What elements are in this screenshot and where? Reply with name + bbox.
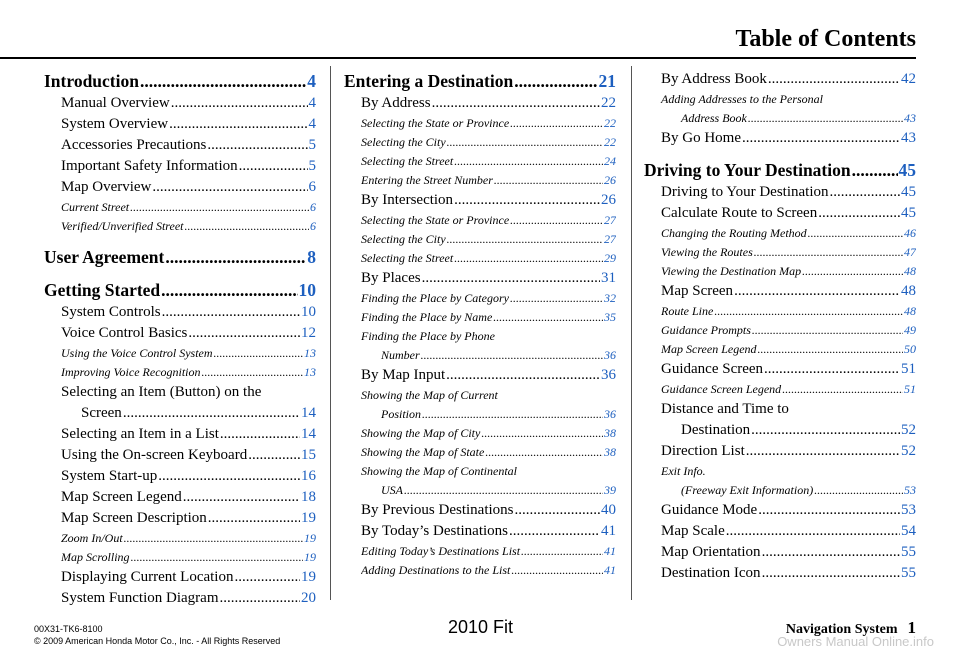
toc-entry[interactable] xyxy=(644,521,916,542)
page-link[interactable]: 45 xyxy=(901,184,916,200)
toc-entry[interactable] xyxy=(44,135,316,156)
dot-leader xyxy=(220,588,301,609)
page-link[interactable]: 14 xyxy=(301,405,316,421)
page-link[interactable]: 49 xyxy=(904,323,916,337)
entry-title: USA xyxy=(381,483,403,497)
dot-leader xyxy=(183,487,300,508)
toc-entry[interactable] xyxy=(644,262,916,281)
page-link[interactable]: 4 xyxy=(308,95,316,111)
dot-leader xyxy=(239,156,308,177)
entry-title: By Map Input xyxy=(361,367,446,383)
entry-title: Direction List xyxy=(661,443,745,459)
page-link[interactable]: 41 xyxy=(601,523,616,539)
dot-leader xyxy=(754,243,903,262)
page-link[interactable]: 43 xyxy=(901,130,916,146)
page-link[interactable]: 55 xyxy=(901,565,916,581)
page-link[interactable]: 42 xyxy=(901,71,916,87)
toc-entry[interactable] xyxy=(344,69,616,93)
page-link[interactable]: 48 xyxy=(901,283,916,299)
toc-entry[interactable] xyxy=(644,281,916,302)
toc-entry[interactable] xyxy=(644,182,916,203)
entry-title: Map Overview xyxy=(61,179,152,195)
dot-leader xyxy=(748,109,903,128)
dot-leader xyxy=(830,182,900,203)
page-link[interactable]: 29 xyxy=(604,251,616,265)
dot-leader xyxy=(493,308,603,327)
entry-title: Guidance Mode xyxy=(661,502,758,518)
dot-leader xyxy=(234,567,300,588)
entry-title: System Start-up xyxy=(61,468,158,484)
toc-entry[interactable] xyxy=(644,462,916,500)
dot-leader xyxy=(521,542,603,561)
page-link[interactable]: 53 xyxy=(904,483,916,497)
entry-title: Map Screen Legend xyxy=(661,342,757,356)
dot-leader xyxy=(422,405,603,424)
dot-leader xyxy=(123,403,300,424)
dot-leader xyxy=(852,158,898,182)
dot-leader xyxy=(752,321,903,340)
page-link[interactable]: 24 xyxy=(604,154,616,168)
entry-title: Guidance Screen Legend xyxy=(661,382,782,396)
page-link[interactable]: 4 xyxy=(308,116,316,132)
entry-title: By Today’s Destinations xyxy=(361,523,509,539)
dot-leader xyxy=(808,224,903,243)
dot-leader xyxy=(510,289,603,308)
dot-leader xyxy=(202,363,303,382)
dot-leader xyxy=(768,69,900,90)
page-link[interactable]: 53 xyxy=(901,502,916,518)
entry-title: By Address xyxy=(361,95,431,111)
entry-title: User Agreement xyxy=(44,247,165,267)
dot-leader xyxy=(485,443,603,462)
header-rule xyxy=(0,57,916,59)
page-link[interactable]: 4 xyxy=(307,71,316,91)
entry-title: Important Safety Information xyxy=(61,158,238,174)
dot-leader xyxy=(422,268,600,289)
dot-leader xyxy=(742,128,900,149)
page-link[interactable]: 35 xyxy=(604,310,616,324)
entry-title: Guidance Screen xyxy=(661,361,764,377)
toc-entry[interactable] xyxy=(44,245,316,269)
toc-entry[interactable] xyxy=(344,133,616,152)
page-link[interactable]: 6 xyxy=(310,219,316,233)
toc-column-2 xyxy=(344,69,616,580)
entry-title: Map Screen Legend xyxy=(61,489,182,505)
page-link[interactable]: 22 xyxy=(604,116,616,130)
toc-entry[interactable] xyxy=(344,268,616,289)
page-link[interactable]: 19 xyxy=(304,531,316,545)
dot-leader xyxy=(214,344,303,363)
copyright-text: © 2009 American Honda Motor Co., Inc. - All Rights Reserved xyxy=(34,636,281,646)
dot-leader xyxy=(751,420,900,441)
page-link[interactable]: 26 xyxy=(604,173,616,187)
toc-entry[interactable] xyxy=(44,114,316,135)
page-link[interactable]: 40 xyxy=(601,502,616,518)
toc-entry[interactable] xyxy=(344,230,616,249)
toc-entry[interactable] xyxy=(644,243,916,262)
entry-title: (Freeway Exit Information) xyxy=(681,483,814,497)
dot-leader xyxy=(510,114,603,133)
page-link[interactable]: 27 xyxy=(604,232,616,246)
entry-title: Zoom In/Out xyxy=(61,531,123,545)
toc-entry[interactable] xyxy=(44,363,316,382)
entry-title: Calculate Route to Screen xyxy=(661,205,818,221)
entry-title: By Previous Destinations xyxy=(361,502,514,518)
entry-title: Guidance Prompts xyxy=(661,323,751,337)
entry-title: Address Book xyxy=(681,111,747,125)
entry-title: Driving to Your Destination xyxy=(644,160,851,180)
entry-title: Exit Info. xyxy=(661,464,706,478)
dot-leader xyxy=(171,93,308,114)
toc-entry[interactable] xyxy=(344,561,616,580)
toc-entry[interactable] xyxy=(344,500,616,521)
toc-entry[interactable] xyxy=(44,323,316,344)
toc-entry[interactable] xyxy=(44,198,316,217)
entry-title: Voice Control Basics xyxy=(61,325,188,341)
toc-entry[interactable] xyxy=(644,158,916,182)
toc-entry[interactable] xyxy=(344,211,616,230)
entry-title: Position xyxy=(381,407,422,421)
page-link[interactable]: 27 xyxy=(604,213,616,227)
entry-title: Map Screen Description xyxy=(61,510,207,526)
page-link[interactable]: 19 xyxy=(304,550,316,564)
section-name: Navigation System xyxy=(785,622,898,637)
toc-entry[interactable] xyxy=(344,424,616,443)
dot-leader xyxy=(140,69,306,93)
entry-title: Manual Overview xyxy=(61,95,170,111)
toc-entry[interactable] xyxy=(344,249,616,268)
toc-entry[interactable] xyxy=(44,177,316,198)
page-link[interactable]: 15 xyxy=(301,447,316,463)
dot-leader xyxy=(802,262,903,281)
entry-title: Map Screen xyxy=(661,283,734,299)
entry-title: Accessories Precautions xyxy=(61,137,207,153)
entry-title: Selecting an Item in a List xyxy=(61,426,219,442)
page-link[interactable]: 48 xyxy=(904,264,916,278)
dot-leader xyxy=(454,152,603,171)
page-link[interactable]: 41 xyxy=(604,563,616,577)
page-link[interactable]: 38 xyxy=(604,445,616,459)
dot-leader xyxy=(161,278,297,302)
dot-leader xyxy=(818,203,900,224)
toc-entry[interactable] xyxy=(644,203,916,224)
entry-title: System Function Diagram xyxy=(61,590,219,606)
page-link[interactable]: 6 xyxy=(310,200,316,214)
entry-title: Using the On-screen Keyboard xyxy=(61,447,248,463)
page-link[interactable]: 5 xyxy=(308,158,316,174)
toc-entry[interactable] xyxy=(344,327,616,365)
toc-entry[interactable] xyxy=(644,90,916,128)
toc-entry[interactable] xyxy=(344,443,616,462)
entry-title: Entering a Destination xyxy=(344,71,514,91)
page-link[interactable]: 10 xyxy=(301,304,316,320)
dot-leader xyxy=(481,424,603,443)
dot-leader xyxy=(714,302,903,321)
entry-title: Verified/Unverified Street xyxy=(61,219,184,233)
page-title: Table of Contents xyxy=(735,26,916,52)
dot-leader xyxy=(169,114,307,135)
entry-title: Showing the Map of City xyxy=(361,426,481,440)
page-link[interactable]: 26 xyxy=(601,192,616,208)
entry-title: Selecting the City xyxy=(361,135,446,149)
dot-leader xyxy=(124,529,303,548)
entry-title: Showing the Map of Continental xyxy=(361,464,517,478)
dot-leader xyxy=(207,135,307,156)
page-link[interactable]: 16 xyxy=(301,468,316,484)
page-link[interactable]: 47 xyxy=(904,245,916,259)
document-code: 00X31-TK6-8100 xyxy=(34,624,103,634)
page-link[interactable]: 45 xyxy=(898,160,916,180)
page-link[interactable]: 52 xyxy=(901,422,916,438)
page-link[interactable]: 19 xyxy=(301,510,316,526)
page-link[interactable]: 18 xyxy=(301,489,316,505)
entry-title: Map Scale xyxy=(661,523,725,539)
dot-leader xyxy=(814,481,903,500)
toc-entry[interactable] xyxy=(344,114,616,133)
entry-title: Introduction xyxy=(44,71,139,91)
dot-leader xyxy=(421,346,603,365)
page-link[interactable]: 14 xyxy=(301,426,316,442)
page-link[interactable]: 54 xyxy=(901,523,916,539)
entry-title: Displaying Current Location xyxy=(61,569,234,585)
page-link[interactable]: 36 xyxy=(604,407,616,421)
entry-title: Map Orientation xyxy=(661,544,761,560)
page-link[interactable]: 46 xyxy=(904,226,916,240)
page-link[interactable]: 6 xyxy=(308,179,316,195)
toc-column-1 xyxy=(44,69,316,609)
entry-title: System Controls xyxy=(61,304,161,320)
dot-leader xyxy=(248,445,300,466)
dot-leader xyxy=(726,521,900,542)
entry-title: Finding the Place by Phone xyxy=(361,329,495,343)
dot-leader xyxy=(165,245,306,269)
entry-title: Getting Started xyxy=(44,280,161,300)
toc-entry[interactable] xyxy=(44,445,316,466)
dot-leader xyxy=(511,561,603,580)
entry-title: Current Street xyxy=(61,200,130,214)
dot-leader xyxy=(734,281,900,302)
entry-title: By Address Book xyxy=(661,71,767,87)
entry-title: Driving to Your Destination xyxy=(661,184,829,200)
dot-leader xyxy=(220,424,300,445)
dot-leader xyxy=(764,359,900,380)
toc-entry[interactable] xyxy=(44,508,316,529)
footer-copyright-block xyxy=(34,623,280,647)
dot-leader xyxy=(514,69,597,93)
toc-entry[interactable] xyxy=(644,224,916,243)
entry-title: Selecting the State or Province xyxy=(361,213,510,227)
toc-entry[interactable] xyxy=(644,69,916,90)
toc-entry[interactable] xyxy=(644,441,916,462)
dot-leader xyxy=(188,323,300,344)
page-link[interactable]: 22 xyxy=(604,135,616,149)
entry-title: Showing the Map of State xyxy=(361,445,485,459)
entry-title: Map Scrolling xyxy=(61,550,130,564)
entry-title: Selecting the City xyxy=(361,232,446,246)
column-divider xyxy=(330,66,331,600)
page-link[interactable]: 51 xyxy=(904,382,916,396)
dot-leader xyxy=(746,441,900,462)
toc-entry[interactable] xyxy=(44,424,316,445)
toc-entry[interactable] xyxy=(44,156,316,177)
toc-entry[interactable] xyxy=(44,382,316,424)
dot-leader xyxy=(447,133,603,152)
toc-entry[interactable] xyxy=(44,344,316,363)
dot-leader xyxy=(152,177,307,198)
entry-title: Selecting the Street xyxy=(361,251,454,265)
entry-title: Viewing the Routes xyxy=(661,245,753,259)
page-link[interactable]: 39 xyxy=(604,483,616,497)
page-link[interactable]: 51 xyxy=(901,361,916,377)
dot-leader xyxy=(158,466,300,487)
toc-entry[interactable] xyxy=(344,462,616,500)
entry-title: Selecting an Item (Button) on the xyxy=(61,384,262,400)
entry-title: Showing the Map of Current xyxy=(361,388,498,402)
toc-entry[interactable] xyxy=(344,521,616,542)
page-link[interactable]: 13 xyxy=(304,365,316,379)
entry-title: By Places xyxy=(361,270,421,286)
page-link[interactable]: 31 xyxy=(601,270,616,286)
toc-entry[interactable] xyxy=(44,466,316,487)
toc-entry[interactable] xyxy=(44,302,316,323)
entry-title: Selecting the State or Province xyxy=(361,116,510,130)
page-link[interactable]: 50 xyxy=(904,342,916,356)
page-link[interactable]: 20 xyxy=(301,590,316,606)
toc-entry[interactable] xyxy=(344,152,616,171)
entry-title: Route Line xyxy=(661,304,714,318)
entry-title: Adding Addresses to the Personal xyxy=(661,92,823,106)
dot-leader xyxy=(454,190,600,211)
watermark: Owners Manual Online.info xyxy=(777,634,934,649)
toc-entry[interactable] xyxy=(644,500,916,521)
toc-entry[interactable] xyxy=(644,340,916,359)
toc-entry[interactable] xyxy=(644,542,916,563)
toc-entry[interactable] xyxy=(644,321,916,340)
model-label: 2010 Fit xyxy=(448,617,514,637)
entry-title: Finding the Place by Category xyxy=(361,291,509,305)
entry-title: Editing Today’s Destinations List xyxy=(361,544,521,558)
page-link[interactable]: 8 xyxy=(307,247,316,267)
entry-title: Distance and Time to xyxy=(661,401,789,417)
dot-leader xyxy=(510,211,603,230)
toc-entry[interactable] xyxy=(44,69,316,93)
entry-title: Finding the Place by Name xyxy=(361,310,493,324)
entry-title: Changing the Routing Method xyxy=(661,226,807,240)
dot-leader xyxy=(447,230,603,249)
page-link[interactable]: 13 xyxy=(304,346,316,360)
page-link[interactable]: 36 xyxy=(601,367,616,383)
dot-leader xyxy=(758,340,903,359)
toc-entry[interactable] xyxy=(44,278,316,302)
page-link[interactable]: 36 xyxy=(604,348,616,362)
entry-title: Screen xyxy=(81,405,122,421)
dot-leader xyxy=(162,302,300,323)
toc-entry[interactable] xyxy=(344,190,616,211)
toc-entry[interactable] xyxy=(344,171,616,190)
entry-title: Viewing the Destination Map xyxy=(661,264,802,278)
toc-entry[interactable] xyxy=(44,529,316,548)
page-link[interactable]: 22 xyxy=(601,95,616,111)
entry-title: System Overview xyxy=(61,116,169,132)
entry-title: Selecting the Street xyxy=(361,154,454,168)
page-link[interactable]: 41 xyxy=(604,544,616,558)
page-link[interactable]: 52 xyxy=(901,443,916,459)
toc-column-3 xyxy=(644,69,916,584)
page-link[interactable]: 5 xyxy=(308,137,316,153)
entry-title: By Intersection xyxy=(361,192,454,208)
toc-entry[interactable] xyxy=(344,542,616,561)
toc-entry[interactable] xyxy=(344,386,616,424)
toc-entry[interactable] xyxy=(644,302,916,321)
dot-leader xyxy=(509,521,600,542)
dot-leader xyxy=(454,249,603,268)
page-link[interactable]: 21 xyxy=(598,71,616,91)
toc-entry[interactable] xyxy=(44,588,316,609)
toc-entry[interactable] xyxy=(344,308,616,327)
toc-entry[interactable] xyxy=(44,93,316,114)
dot-leader xyxy=(782,380,903,399)
dot-leader xyxy=(208,508,300,529)
page-link[interactable]: 48 xyxy=(904,304,916,318)
page-link[interactable]: 19 xyxy=(301,569,316,585)
page-link[interactable]: 38 xyxy=(604,426,616,440)
entry-title: By Go Home xyxy=(661,130,741,146)
toc-entry[interactable] xyxy=(644,399,916,441)
toc-entry[interactable] xyxy=(44,548,316,567)
dot-leader xyxy=(446,365,600,386)
page-link[interactable]: 55 xyxy=(901,544,916,560)
toc-entry[interactable] xyxy=(44,217,316,236)
toc-entry[interactable] xyxy=(644,563,916,584)
page-link[interactable]: 45 xyxy=(901,205,916,221)
toc-entry[interactable] xyxy=(644,380,916,399)
entry-title: Adding Destinations to the List xyxy=(361,563,511,577)
toc-entry[interactable] xyxy=(344,93,616,114)
page-link[interactable]: 12 xyxy=(301,325,316,341)
dot-leader xyxy=(131,548,303,567)
column-divider xyxy=(631,66,632,600)
dot-leader xyxy=(404,481,603,500)
dot-leader xyxy=(762,563,900,584)
page-number: 1 xyxy=(907,618,916,637)
dot-leader xyxy=(432,93,600,114)
page-link[interactable]: 43 xyxy=(904,111,916,125)
dot-leader xyxy=(130,198,309,217)
toc-entry[interactable] xyxy=(344,289,616,308)
dot-leader xyxy=(758,500,900,521)
toc-entry[interactable] xyxy=(644,359,916,380)
toc-entry[interactable] xyxy=(344,365,616,386)
entry-title: Destination Icon xyxy=(661,565,761,581)
entry-title: Using the Voice Control System xyxy=(61,346,213,360)
entry-title: Improving Voice Recognition xyxy=(61,365,201,379)
page-link[interactable]: 10 xyxy=(298,280,316,300)
toc-entry[interactable] xyxy=(44,567,316,588)
dot-leader xyxy=(185,217,309,236)
page-link[interactable]: 32 xyxy=(604,291,616,305)
entry-title: Entering the Street Number xyxy=(361,173,493,187)
entry-title: Number xyxy=(381,348,420,362)
dot-leader xyxy=(515,500,601,521)
dot-leader xyxy=(494,171,603,190)
entry-title: Destination xyxy=(681,422,751,438)
toc-entry[interactable] xyxy=(44,487,316,508)
dot-leader xyxy=(762,542,900,563)
toc-entry[interactable] xyxy=(644,128,916,149)
